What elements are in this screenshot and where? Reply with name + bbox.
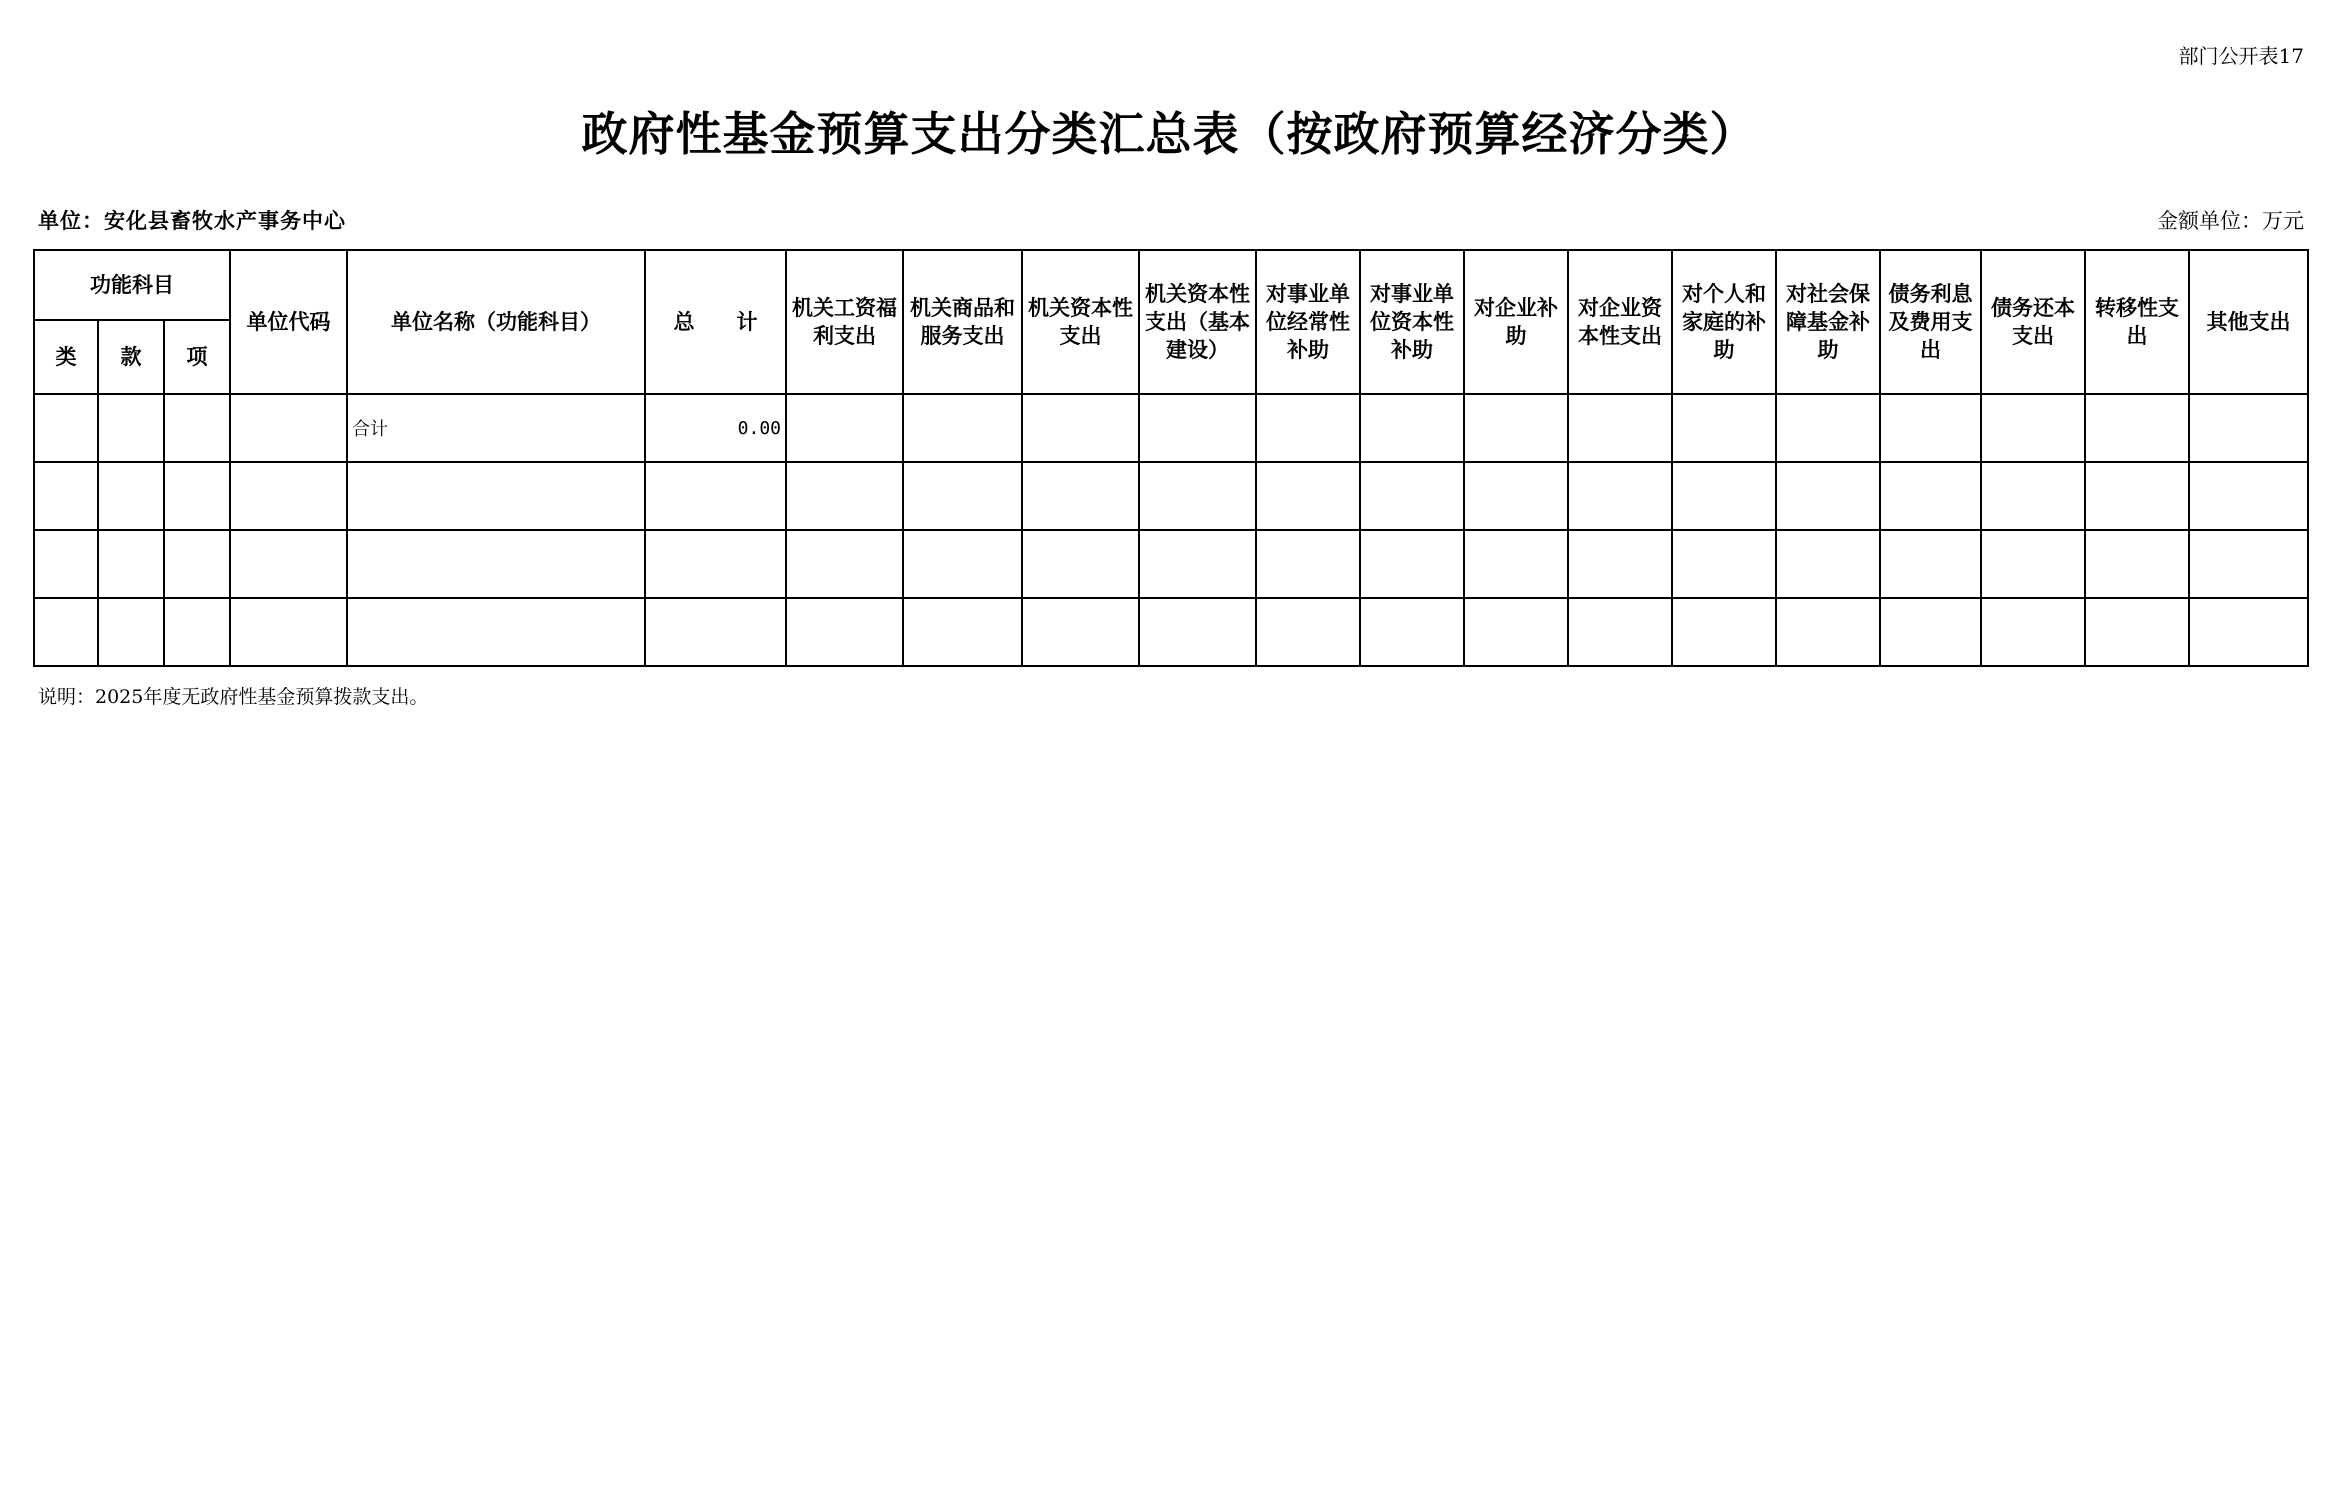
cell-c12 <box>1981 530 2085 598</box>
cell-c1 <box>786 530 903 598</box>
cell-c6 <box>1360 530 1464 598</box>
cell-unit-code <box>230 598 347 666</box>
header-c13: 转移性支出 <box>2085 250 2189 394</box>
header-c4: 机关资本性支出（基本建设） <box>1139 250 1256 394</box>
cell-unit-name <box>347 530 645 598</box>
cell-c8 <box>1568 530 1672 598</box>
table-row <box>34 462 2308 530</box>
header-c8: 对企业资本性支出 <box>1568 250 1672 394</box>
cell-kuan <box>98 598 164 666</box>
cell-unit-code <box>230 530 347 598</box>
cell-c7 <box>1464 394 1568 462</box>
cell-c13 <box>2085 530 2189 598</box>
cell-lei <box>34 462 98 530</box>
cell-c4 <box>1139 394 1256 462</box>
cell-c12 <box>1981 462 2085 530</box>
cell-total <box>645 598 786 666</box>
cell-kuan <box>98 530 164 598</box>
header-c6: 对事业单位资本性补助 <box>1360 250 1464 394</box>
cell-total <box>645 530 786 598</box>
cell-xiang <box>164 598 230 666</box>
cell-c5 <box>1256 394 1360 462</box>
cell-c11 <box>1880 462 1981 530</box>
cell-lei <box>34 598 98 666</box>
header-unit-name: 单位名称（功能科目） <box>347 250 645 394</box>
cell-kuan <box>98 462 164 530</box>
header-c7: 对企业补助 <box>1464 250 1568 394</box>
cell-c10 <box>1776 530 1880 598</box>
cell-c9 <box>1672 394 1776 462</box>
cell-total <box>645 462 786 530</box>
header-total: 总 计 <box>645 250 786 394</box>
header-c12: 债务还本支出 <box>1981 250 2085 394</box>
cell-c13 <box>2085 598 2189 666</box>
table-row <box>34 598 2308 666</box>
cell-c1 <box>786 462 903 530</box>
header-unit-code: 单位代码 <box>230 250 347 394</box>
cell-xiang <box>164 462 230 530</box>
cell-c6 <box>1360 394 1464 462</box>
header-xiang: 项 <box>164 320 230 394</box>
cell-c5 <box>1256 462 1360 530</box>
cell-c3 <box>1022 530 1139 598</box>
cell-c3 <box>1022 598 1139 666</box>
header-c5: 对事业单位经常性补助 <box>1256 250 1360 394</box>
cell-c2 <box>903 394 1022 462</box>
cell-c2 <box>903 598 1022 666</box>
cell-c9 <box>1672 530 1776 598</box>
header-c10: 对社会保障基金补助 <box>1776 250 1880 394</box>
cell-xiang <box>164 394 230 462</box>
cell-c11 <box>1880 530 1981 598</box>
header-c2: 机关商品和服务支出 <box>903 250 1022 394</box>
cell-c4 <box>1139 462 1256 530</box>
cell-c3 <box>1022 462 1139 530</box>
cell-unit-name: 合计 <box>347 394 645 462</box>
cell-c6 <box>1360 598 1464 666</box>
table-row <box>34 394 2308 462</box>
footnote: 说明：2025年度无政府性基金预算拨款支出。 <box>38 686 429 708</box>
page-number: 部门公开表17 <box>2178 44 2304 68</box>
cell-c2 <box>903 462 1022 530</box>
cell-c12 <box>1981 394 2085 462</box>
cell-c11 <box>1880 598 1981 666</box>
cell-xiang <box>164 530 230 598</box>
cell-unit-code <box>230 462 347 530</box>
cell-c13 <box>2085 394 2189 462</box>
cell-c7 <box>1464 598 1568 666</box>
header-c9: 对个人和家庭的补助 <box>1672 250 1776 394</box>
cell-c4 <box>1139 598 1256 666</box>
cell-unit-name <box>347 462 645 530</box>
money-unit-label: 金额单位：万元 <box>2157 209 2304 233</box>
cell-c6 <box>1360 462 1464 530</box>
cell-kuan <box>98 394 164 462</box>
cell-c14 <box>2189 394 2308 462</box>
cell-c8 <box>1568 462 1672 530</box>
cell-c8 <box>1568 394 1672 462</box>
header-c3: 机关资本性支出 <box>1022 250 1139 394</box>
cell-lei <box>34 394 98 462</box>
cell-lei <box>34 530 98 598</box>
cell-c7 <box>1464 530 1568 598</box>
cell-c1 <box>786 394 903 462</box>
page-title: 政府性基金预算支出分类汇总表（按政府预算经济分类） <box>581 107 1757 161</box>
header-function-subject: 功能科目 <box>34 250 230 320</box>
header-kuan: 款 <box>98 320 164 394</box>
cell-c5 <box>1256 530 1360 598</box>
table-row <box>34 530 2308 598</box>
cell-c12 <box>1981 598 2085 666</box>
cell-c14 <box>2189 530 2308 598</box>
cell-c10 <box>1776 462 1880 530</box>
cell-c3 <box>1022 394 1139 462</box>
cell-c10 <box>1776 598 1880 666</box>
header-lei: 类 <box>34 320 98 394</box>
budget-table <box>33 249 2309 667</box>
cell-c8 <box>1568 598 1672 666</box>
cell-c4 <box>1139 530 1256 598</box>
cell-c2 <box>903 530 1022 598</box>
cell-c5 <box>1256 598 1360 666</box>
cell-total: 0.00 <box>645 394 786 462</box>
header-c1: 机关工资福利支出 <box>786 250 903 394</box>
cell-c9 <box>1672 462 1776 530</box>
header-c14: 其他支出 <box>2189 250 2308 394</box>
cell-c14 <box>2189 462 2308 530</box>
cell-c1 <box>786 598 903 666</box>
cell-c7 <box>1464 462 1568 530</box>
cell-c11 <box>1880 394 1981 462</box>
cell-c10 <box>1776 394 1880 462</box>
cell-unit-code <box>230 394 347 462</box>
cell-c13 <box>2085 462 2189 530</box>
header-c11: 债务利息及费用支出 <box>1880 250 1981 394</box>
cell-c14 <box>2189 598 2308 666</box>
cell-c9 <box>1672 598 1776 666</box>
cell-unit-name <box>347 598 645 666</box>
unit-label: 单位：安化县畜牧水产事务中心 <box>38 208 346 233</box>
